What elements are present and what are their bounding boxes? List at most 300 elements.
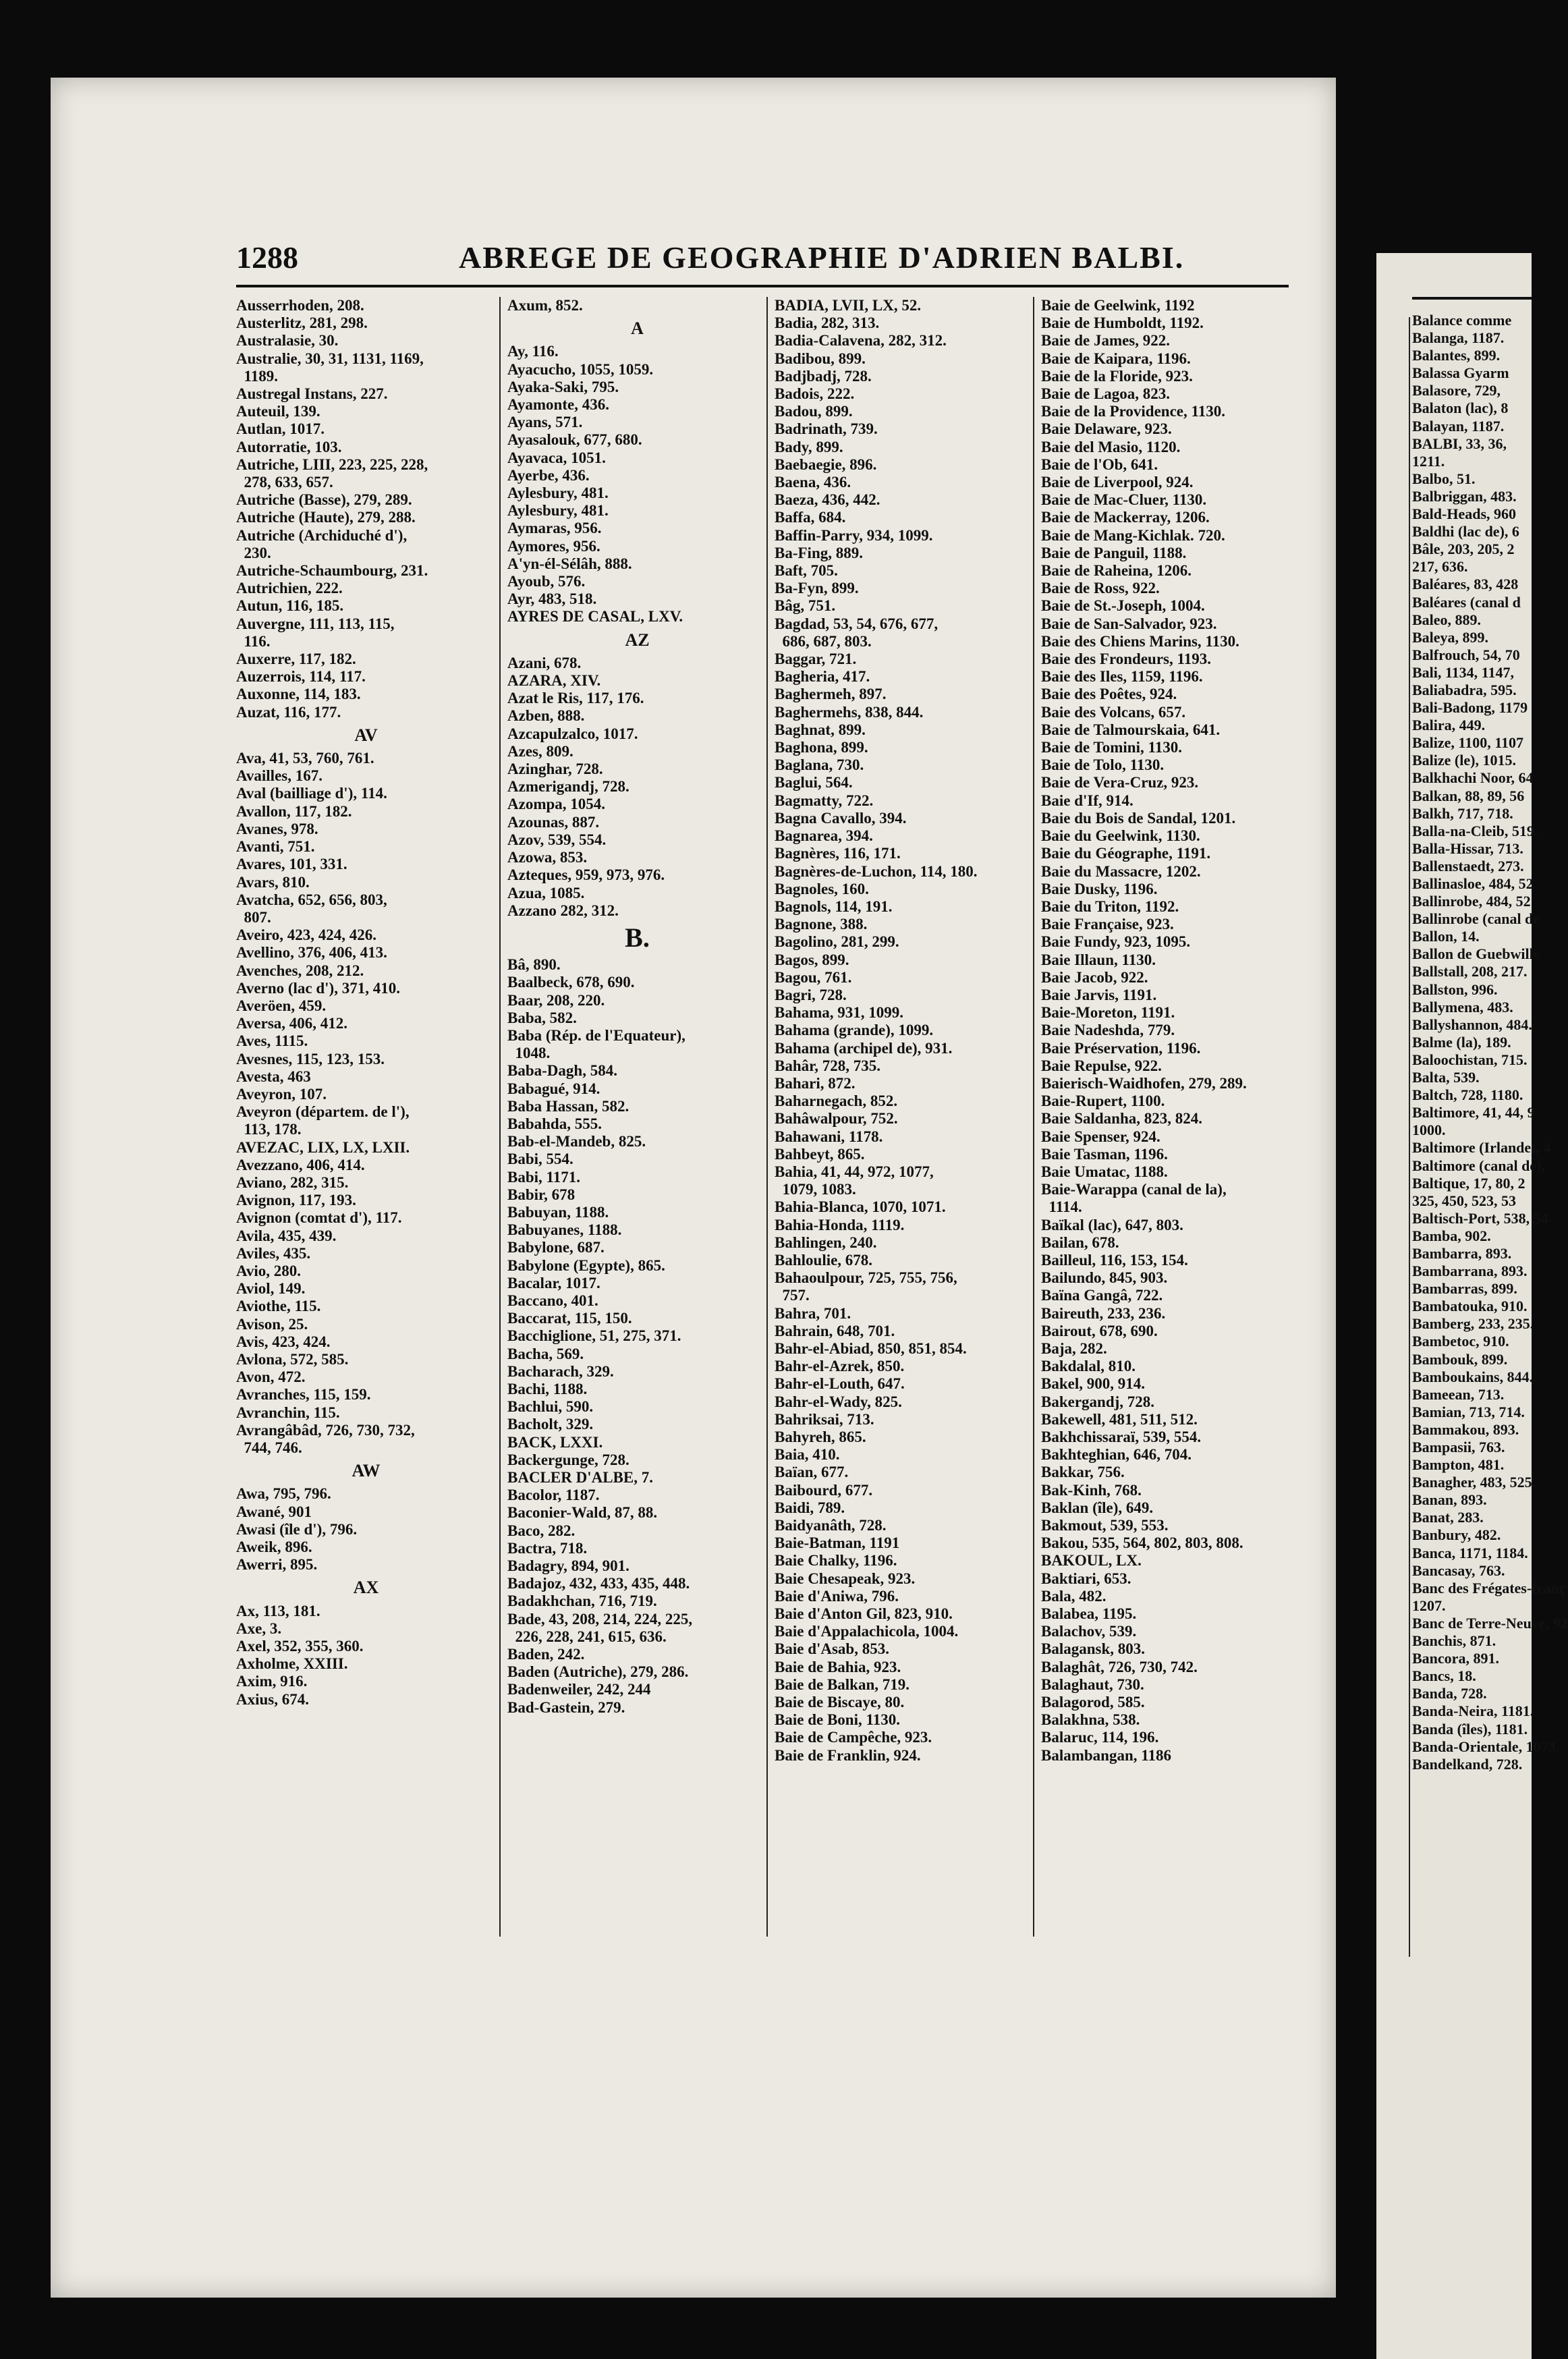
index-entry: Baie d'Appalachicola, 1004. [775, 1623, 959, 1640]
index-entry: Baie de Liverpool, 924. [1041, 474, 1194, 491]
index-entry: Bacchiglione, 51, 275, 371. [507, 1327, 681, 1345]
index-entry: Awasi (île d'), 796. [236, 1520, 358, 1538]
index-entry: Babuyanes, 1188. [507, 1221, 622, 1239]
index-entry: Azani, 678. [507, 654, 582, 671]
index-entry: 807. [236, 908, 271, 926]
index-entry: Bambarras, 899. [1412, 1280, 1517, 1298]
index-entry: Ba-Fing, 889. [775, 544, 863, 561]
index-entry: BAKOUL, LX. [1041, 1552, 1142, 1570]
index-entry: A'yn-él-Sélâh, 888. [507, 555, 632, 572]
index-entry: Badou, 899. [775, 403, 853, 420]
index-entry: Banc des Frégates-franç [1412, 1579, 1566, 1597]
index-entry: Aviol, 149. [236, 1280, 306, 1298]
index-entry: Auxonne, 114, 183. [236, 686, 361, 703]
index-entry: Balasore, 729, [1412, 382, 1501, 399]
index-entry: Bald-Heads, 960 [1412, 505, 1517, 523]
index-entry: Azinghar, 728. [507, 760, 603, 778]
index-entry: Babi, 554. [507, 1150, 573, 1168]
index-entry: Baleya, 899. [1412, 628, 1489, 646]
section-heading: AW [352, 1461, 381, 1481]
index-entry: Autriche-Schaumbourg, 231. [236, 562, 428, 580]
index-entry: Ayavaca, 1051. [507, 449, 606, 466]
index-entry: 116. [236, 632, 271, 650]
page-number: 1288 [236, 240, 298, 275]
index-entry: Bali-Badong, 1179 [1412, 699, 1528, 717]
index-entry: Ax, 113, 181. [236, 1602, 320, 1619]
index-entry: Avellino, 376, 406, 413. [236, 944, 387, 962]
index-entry: Baltimore (Irlande), 4 [1412, 1139, 1551, 1157]
index-entry: Baeza, 436, 442. [775, 491, 880, 509]
index-entry: Baktiari, 653. [1041, 1570, 1131, 1587]
index-entry: Baie du Géographe, 1191. [1041, 845, 1211, 862]
index-entry: Baie Préservation, 1196. [1041, 1039, 1201, 1057]
index-entry: Bammakou, 893. [1412, 1420, 1519, 1438]
index-entry: Baibourd, 677. [775, 1481, 873, 1499]
index-entry: 1207. [1412, 1597, 1446, 1614]
index-entry: Backergunge, 728. [507, 1451, 629, 1468]
index-entry: Baireuth, 233, 236. [1041, 1304, 1166, 1322]
index-entry: Balira, 449. [1412, 717, 1486, 734]
index-entry: Baie del Masio, 1120. [1041, 438, 1181, 455]
index-entry: Bagos, 899. [775, 951, 849, 968]
index-entry: Avignon (comtat d'), 117. [236, 1209, 402, 1227]
index-entry: Bâ, 890. [507, 956, 561, 974]
index-entry: Balkan, 88, 89, 56 [1412, 787, 1525, 804]
index-entry: Baie Fundy, 923, 1095. [1041, 933, 1191, 951]
index-entry: Banat, 283. [1412, 1509, 1484, 1526]
index-entry: Baltisch-Port, 538, 54 [1412, 1209, 1548, 1227]
index-entry: Avatcha, 652, 656, 803, [236, 891, 387, 908]
index-entry: Aveyron (départem. de l'), [236, 1103, 410, 1121]
index-entry: Aweik, 896. [236, 1538, 312, 1556]
index-entry: Balagorod, 585. [1041, 1694, 1145, 1711]
section-heading: AX [353, 1578, 379, 1598]
index-entry: Bamba, 902. [1412, 1227, 1491, 1244]
index-entry: Ballinasloe, 484, 52 [1412, 875, 1534, 892]
index-entry: Bagdad, 53, 54, 676, 677, [775, 615, 939, 632]
index-entry: Bachlui, 590. [507, 1398, 594, 1416]
index-entry: Baebaegie, 896. [775, 455, 877, 473]
index-entry: Austregal Instans, 227. [236, 385, 388, 403]
index-entry: Bahia, 41, 44, 972, 1077, [775, 1163, 934, 1180]
index-entry: Baie Jarvis, 1191. [1041, 986, 1157, 1003]
index-entry: Balme (la), 189. [1412, 1033, 1511, 1051]
index-entry: Balanga, 1187. [1412, 329, 1505, 347]
index-entry: Bak-Kinh, 768. [1041, 1481, 1142, 1499]
index-entry: Bahama, 931, 1099. [775, 1004, 904, 1022]
index-entry: Baliabadra, 595. [1412, 681, 1517, 698]
index-entry: Baena, 436. [775, 474, 851, 491]
index-entry: Baie des Volcans, 657. [1041, 703, 1186, 721]
index-entry: Avison, 25. [236, 1315, 308, 1333]
index-entry: Ayoub, 576. [507, 573, 586, 590]
index-entry: Bamian, 713, 714. [1412, 1403, 1525, 1420]
page-header [236, 233, 1289, 287]
index-entry: Baie de Talmourskaia, 641. [1041, 721, 1221, 738]
index-entry: Bamboukains, 844. [1412, 1368, 1534, 1385]
index-entry: Babylone (Egypte), 865. [507, 1256, 665, 1274]
index-entry: Axim, 916. [236, 1673, 308, 1690]
index-entry: Baie de St.-Joseph, 1004. [1041, 597, 1205, 615]
index-entry: Baie de Ross, 922. [1041, 580, 1160, 597]
index-entry: Baïkal (lac), 647, 803. [1041, 1216, 1183, 1233]
index-entry: 226, 228, 241, 615, 636. [507, 1628, 667, 1645]
index-entry: Baie Française, 923. [1041, 916, 1174, 933]
index-entry: Autriche (Archiduché d'), [236, 526, 408, 544]
index-entry: Badagry, 894, 901. [507, 1557, 629, 1575]
index-entry: Bambarra, 893. [1412, 1244, 1512, 1262]
index-entry: Ballenstaedt, 273. [1412, 857, 1524, 875]
index-entry: Bambetoc, 910. [1412, 1333, 1509, 1350]
index-entry: Bailleul, 116, 153, 154. [1041, 1251, 1188, 1269]
index-entry: Baie Tasman, 1196. [1041, 1145, 1168, 1163]
index-entry: 757. [775, 1287, 810, 1304]
index-entry: Baie des Frondeurs, 1193. [1041, 650, 1211, 668]
index-entry: Bahrain, 648, 701. [775, 1322, 895, 1339]
index-entry: AZARA, XIV. [507, 672, 601, 690]
index-entry: 113, 178. [236, 1121, 302, 1138]
index-entry: Bakel, 900, 914. [1041, 1375, 1145, 1393]
index-entry: Baidi, 789. [775, 1499, 845, 1516]
index-entry: Ballymena, 483. [1412, 998, 1513, 1016]
index-entry: Baloochistan, 715. [1412, 1051, 1528, 1068]
index-entry: Balaruc, 114, 196. [1041, 1729, 1159, 1746]
index-entry: Baco, 282. [507, 1522, 576, 1539]
index-entry: Babi, 1171. [507, 1168, 581, 1186]
header-rule [236, 285, 1289, 287]
index-column-4 [1041, 297, 1314, 1765]
index-entry: Bagolino, 281, 299. [775, 933, 899, 951]
index-entry: Badjbadj, 728. [775, 367, 872, 385]
index-entry: Ballon, 14. [1412, 928, 1480, 945]
index-entry: Baie de Panguil, 1188. [1041, 544, 1187, 561]
index-entry: Ayaka-Saki, 795. [507, 378, 619, 395]
index-entry: Auvergne, 111, 113, 115, [236, 615, 395, 632]
index-entry: Azompa, 1054. [507, 796, 606, 813]
index-entry: Averöen, 459. [236, 997, 327, 1014]
index-entry: Avlona, 572, 585. [236, 1350, 349, 1368]
index-entry: Avezzano, 406, 414. [236, 1156, 365, 1173]
index-entry: 1000. [1412, 1121, 1446, 1139]
index-entry: Balaghaut, 730. [1041, 1675, 1144, 1693]
index-entry: Bahlingen, 240. [775, 1233, 877, 1251]
index-entry: Aviles, 435. [236, 1244, 311, 1262]
index-entry: Baie du Geelwink, 1130. [1041, 827, 1200, 845]
index-entry: Avon, 472. [236, 1368, 306, 1386]
index-entry: Azat le Ris, 117, 176. [507, 690, 644, 707]
index-entry: Bahr-el-Wady, 825. [775, 1393, 902, 1410]
index-entry: Banda-Orientale, 1073. [1412, 1738, 1560, 1755]
index-entry: Baie de Lagoa, 823. [1041, 385, 1171, 403]
index-entry: Baba, 582. [507, 1009, 577, 1026]
index-entry: Bahama (archipel de), 931. [775, 1039, 953, 1057]
index-entry: Bahr-el-Abiad, 850, 851, 854. [775, 1339, 967, 1357]
index-entry: Baie d'If, 914. [1041, 792, 1133, 809]
index-entry: Azteques, 959, 973, 976. [507, 866, 665, 884]
index-entry: Autlan, 1017. [236, 420, 325, 438]
index-entry: Bagna Cavallo, 394. [775, 809, 907, 827]
index-entry: Bameean, 713. [1412, 1385, 1505, 1403]
index-entry: Bab-el-Mandeb, 825. [507, 1133, 646, 1150]
index-entry: Baie du Massacre, 1202. [1041, 862, 1201, 880]
index-entry: Bahâr, 728, 735. [775, 1057, 880, 1074]
index-entry: Bahloulie, 678. [775, 1251, 873, 1269]
index-entry: BALBI, 33, 36, [1412, 435, 1507, 452]
index-entry: Baft, 705. [775, 562, 838, 580]
index-entry: 325, 450, 523, 53 [1412, 1192, 1516, 1209]
index-entry: Bagou, 761. [775, 968, 852, 986]
index-entry: Baffa, 684. [775, 509, 846, 526]
index-entry: Aviothe, 115. [236, 1298, 321, 1315]
index-entry: Baie de Mackerray, 1206. [1041, 509, 1210, 526]
index-entry: Baie de Tolo, 1130. [1041, 756, 1165, 774]
index-entry: Baghnat, 899. [775, 721, 866, 738]
index-entry: Baba-Dagh, 584. [507, 1062, 617, 1080]
index-column-3 [775, 297, 1034, 1765]
index-entry: Baie de la Providence, 1130. [1041, 403, 1226, 420]
index-entry: Badia-Calavena, 282, 312. [775, 332, 947, 350]
index-entry: Avranches, 115, 159. [236, 1386, 371, 1404]
index-entry: Axholme, XXIII. [236, 1655, 348, 1673]
index-entry: Ayerbe, 436. [507, 466, 590, 484]
index-entry: Baie de la Floride, 923. [1041, 367, 1193, 385]
letter-heading: B. [625, 922, 650, 953]
index-entry: Bahâwalpour, 752. [775, 1110, 898, 1128]
index-entry: Baie Spenser, 924. [1041, 1128, 1160, 1145]
index-entry: Balayan, 1187. [1412, 417, 1505, 435]
index-entry: Bala, 482. [1041, 1587, 1107, 1605]
index-entry: Balantes, 899. [1412, 347, 1501, 364]
index-entry: Axius, 674. [236, 1690, 309, 1708]
index-entry: Baghermehs, 838, 844. [775, 703, 924, 721]
index-entry: Babuyan, 1188. [507, 1203, 609, 1221]
index-entry: Baie des Chiens Marins, 1130. [1041, 632, 1239, 650]
index-entry: Banca, 1171, 1184. [1412, 1544, 1528, 1561]
index-entry: Bampasii, 763. [1412, 1439, 1505, 1455]
index-entry: Baie de Franklin, 924. [775, 1746, 921, 1764]
index-entry: Badrinath, 739. [775, 420, 878, 438]
index-entry: Ayasalouk, 677, 680. [507, 431, 642, 449]
index-entry: Bandelkand, 728. [1412, 1755, 1523, 1773]
index-entry: Bahr-el-Louth, 647. [775, 1375, 905, 1393]
index-entry: Baie de San-Salvador, 923. [1041, 615, 1217, 632]
index-entry: Azua, 1085. [507, 884, 585, 901]
index-entry: Baghona, 899. [775, 739, 868, 756]
index-entry: BACLER D'ALBE, 7. [507, 1469, 653, 1486]
index-entry: Baba Hassan, 582. [507, 1097, 629, 1115]
index-entry: Azov, 539, 554. [507, 831, 607, 848]
index-entry: Bakergandj, 728. [1041, 1393, 1155, 1410]
index-entry: 1114. [1041, 1198, 1082, 1216]
index-entry: Baie de l'Ob, 641. [1041, 455, 1158, 473]
index-entry: Balize (le), 1015. [1412, 752, 1516, 769]
index-entry: Baie Dusky, 1196. [1041, 880, 1158, 897]
index-entry: Baie de Vera-Cruz, 923. [1041, 774, 1199, 792]
index-entry: Baie Repulse, 922. [1041, 1057, 1162, 1074]
index-entry: Banchis, 871. [1412, 1632, 1496, 1650]
index-entry: Baie de Biscaye, 80. [775, 1694, 905, 1711]
index-entry: Aversa, 406, 412. [236, 1015, 348, 1032]
index-entry: Aviano, 282, 315. [236, 1173, 349, 1191]
column-divider [1409, 317, 1410, 1957]
index-entry: Baltch, 728, 1180. [1412, 1086, 1523, 1104]
index-entry: Ballinrobe (canal de [1412, 910, 1540, 928]
index-entry: Baie de Raheina, 1206. [1041, 562, 1192, 580]
index-entry: Autriche (Basse), 279, 289. [236, 491, 412, 509]
index-entry: BACK, LXXI. [507, 1433, 603, 1451]
index-entry: Baden (Autriche), 279, 286. [507, 1663, 689, 1681]
index-entry: Banda (îles), 1181. [1412, 1720, 1528, 1738]
index-entry: Balta, 539. [1412, 1069, 1480, 1086]
index-entry: Ballinrobe, 484, 52 [1412, 893, 1531, 910]
index-entry: Baierisch-Waidhofen, 279, 289. [1041, 1074, 1247, 1092]
index-entry: Bahriksai, 713. [775, 1410, 874, 1428]
index-entry: Bahari, 872. [775, 1074, 856, 1092]
index-entry: Babylone, 687. [507, 1239, 605, 1256]
index-entry: AVEZAC, LIX, LX, LXII. [236, 1138, 410, 1156]
index-entry: Azzano 282, 312. [507, 901, 619, 919]
index-entry: 1189. [236, 367, 278, 385]
index-entry: Aymaras, 956. [507, 520, 602, 537]
index-entry: Balfrouch, 54, 70 [1412, 646, 1520, 663]
index-entry: Aveiro, 423, 424, 426. [236, 926, 377, 944]
index-entry: Bahawani, 1178. [775, 1128, 883, 1145]
index-entry: Bagnarea, 394. [775, 827, 873, 845]
index-entry: Bade, 43, 208, 214, 224, 225, [507, 1610, 693, 1628]
index-entry: Axe, 3. [236, 1619, 282, 1637]
index-entry: Autrichien, 222. [236, 580, 343, 597]
index-entry: Badenweiler, 242, 244 [507, 1681, 651, 1698]
index-entry: Avesta, 463 [236, 1067, 311, 1085]
index-entry: Baghermeh, 897. [775, 686, 887, 703]
index-entry: Baie-Moreton, 1191. [1041, 1004, 1175, 1022]
index-entry: Autriche (Haute), 279, 288. [236, 509, 416, 526]
index-entry: 1079, 1083. [775, 1181, 856, 1198]
index-entry: Banbury, 482. [1412, 1526, 1501, 1544]
index-entry: Baltique, 17, 80, 2 [1412, 1174, 1525, 1192]
index-entry: Azounas, 887. [507, 813, 600, 831]
index-entry: Bahia-Blanca, 1070, 1071. [775, 1198, 946, 1216]
index-entry: Bady, 899. [775, 438, 843, 455]
index-entry: Banan, 893. [1412, 1491, 1487, 1509]
index-entry: BADIA, LVII, LX, 52. [775, 297, 922, 314]
index-entry: Baie de Bahia, 923. [775, 1658, 901, 1675]
index-entry: Bahbeyt, 865. [775, 1145, 865, 1163]
index-entry: Bagheria, 417. [775, 668, 870, 686]
index-entry: Bancora, 891. [1412, 1650, 1499, 1667]
index-entry: Bancasay, 763. [1412, 1561, 1505, 1579]
index-entry: Baie Illaun, 1130. [1041, 951, 1156, 968]
index-entry: Azcapulzalco, 1017. [507, 725, 638, 742]
index-entry: Bacha, 569. [507, 1345, 584, 1362]
index-entry: Bambouk, 899. [1412, 1350, 1508, 1368]
index-entry: Badakhchan, 716, 719. [507, 1592, 657, 1610]
index-entry: Avars, 810. [236, 873, 310, 891]
index-entry: Baie Umatac, 1188. [1041, 1163, 1168, 1180]
index-entry: Bagnères-de-Luchon, 114, 180. [775, 862, 978, 880]
index-entry: Baie du Bois de Sandal, 1201. [1041, 809, 1236, 827]
index-entry: Baie Chalky, 1196. [775, 1552, 897, 1570]
index-entry: Balbo, 51. [1412, 470, 1476, 487]
index-entry: Avis, 423, 424. [236, 1333, 331, 1350]
index-entry: Aveyron, 107. [236, 1085, 327, 1103]
index-entry: 686, 687, 803. [775, 632, 872, 650]
index-entry: Avanes, 978. [236, 820, 318, 837]
index-entry: Avranchin, 115. [236, 1404, 340, 1421]
index-entry: Baie de Boni, 1130. [775, 1711, 900, 1729]
index-entry: Awané, 901 [236, 1503, 312, 1520]
index-entry: Ballstall, 208, 217. [1412, 963, 1528, 980]
running-title: ABREGE DE GEOGRAPHIE D'ADRIEN BALBI. [459, 240, 1185, 275]
index-entry: Azes, 809. [507, 742, 573, 760]
index-entry: Ayamonte, 436. [507, 396, 609, 414]
index-entry: Bakewell, 481, 511, 512. [1041, 1410, 1198, 1428]
index-entry: Baltimore, 41, 44, 9 [1412, 1104, 1535, 1121]
index-entry: 278, 633, 657. [236, 474, 333, 491]
index-entry: Bagmatty, 722. [775, 792, 874, 809]
index-entry: Banagher, 483, 525. [1412, 1474, 1536, 1491]
index-entry: Balkhachi Noor, 64 [1412, 769, 1534, 787]
index-entry: Baglui, 564. [775, 774, 853, 792]
index-entry: Badia, 282, 313. [775, 314, 880, 332]
index-entry: Baalbeck, 678, 690. [507, 974, 635, 991]
index-entry: Bachi, 1188. [507, 1380, 588, 1397]
index-entry: Availles, 167. [236, 767, 323, 785]
index-entry: Baie de Tomini, 1130. [1041, 739, 1182, 756]
index-entry: Baie d'Anton Gil, 823, 910. [775, 1605, 953, 1623]
index-entry: Avrangâbâd, 726, 730, 732, [236, 1421, 415, 1439]
index-entry: Balbriggan, 483. [1412, 487, 1517, 505]
index-entry: Baie de Geelwink, 1192 [1041, 297, 1195, 314]
index-entry: Bakou, 535, 564, 802, 803, 808. [1041, 1534, 1243, 1552]
index-entry: AYRES DE CASAL, LXV. [507, 608, 683, 626]
index-entry: Bacalar, 1017. [507, 1274, 600, 1292]
index-entry: Bahra, 701. [775, 1304, 851, 1322]
index-entry: Baglana, 730. [775, 756, 864, 774]
index-entry: Bacholt, 329. [507, 1416, 594, 1433]
index-entry: Baldhi (lac de), 6 [1412, 523, 1519, 540]
index-entry: Bampton, 481. [1412, 1456, 1505, 1474]
index-entry: Ausserrhoden, 208. [236, 297, 364, 314]
index-entry: Bamberg, 233, 235. [1412, 1315, 1534, 1333]
index-entry: Balagansk, 803. [1041, 1640, 1146, 1658]
index-entry: Autriche, LIII, 223, 225, 228, [236, 455, 428, 473]
index-entry: Baidyanâth, 728. [775, 1517, 887, 1534]
index-entry: Auxerre, 117, 182. [236, 650, 356, 668]
index-entry: Avila, 435, 439. [236, 1227, 337, 1244]
adjacent-page-column [1412, 312, 1568, 1773]
index-entry: Awa, 795, 796. [236, 1485, 331, 1503]
book-gutter [1336, 0, 1376, 2359]
index-entry: Baharnegach, 852. [775, 1092, 898, 1110]
index-entry: Baggar, 721. [775, 650, 857, 668]
index-entry: Baléares (canal d [1412, 593, 1521, 611]
index-entry: Avignon, 117, 193. [236, 1192, 356, 1209]
index-entry: 217, 636. [1412, 558, 1468, 576]
index-entry: Baba (Rép. de l'Equateur), [507, 1026, 685, 1044]
index-entry: Balachov, 539. [1041, 1623, 1137, 1640]
index-column-1 [236, 297, 496, 1709]
index-entry: Balassa Gyarm [1412, 364, 1509, 382]
index-entry: Bâle, 203, 205, 2 [1412, 540, 1515, 558]
index-entry: Ava, 41, 53, 760, 761. [236, 750, 374, 767]
index-entry: 230. [236, 544, 271, 561]
index-entry: Aylesbury, 481. [507, 484, 609, 502]
index-entry: 1211. [1412, 452, 1445, 470]
index-entry: Averno (lac d'), 371, 410. [236, 979, 400, 997]
index-entry: Baie du Triton, 1192. [1041, 897, 1179, 915]
index-entry: Babir, 678 [507, 1186, 576, 1203]
